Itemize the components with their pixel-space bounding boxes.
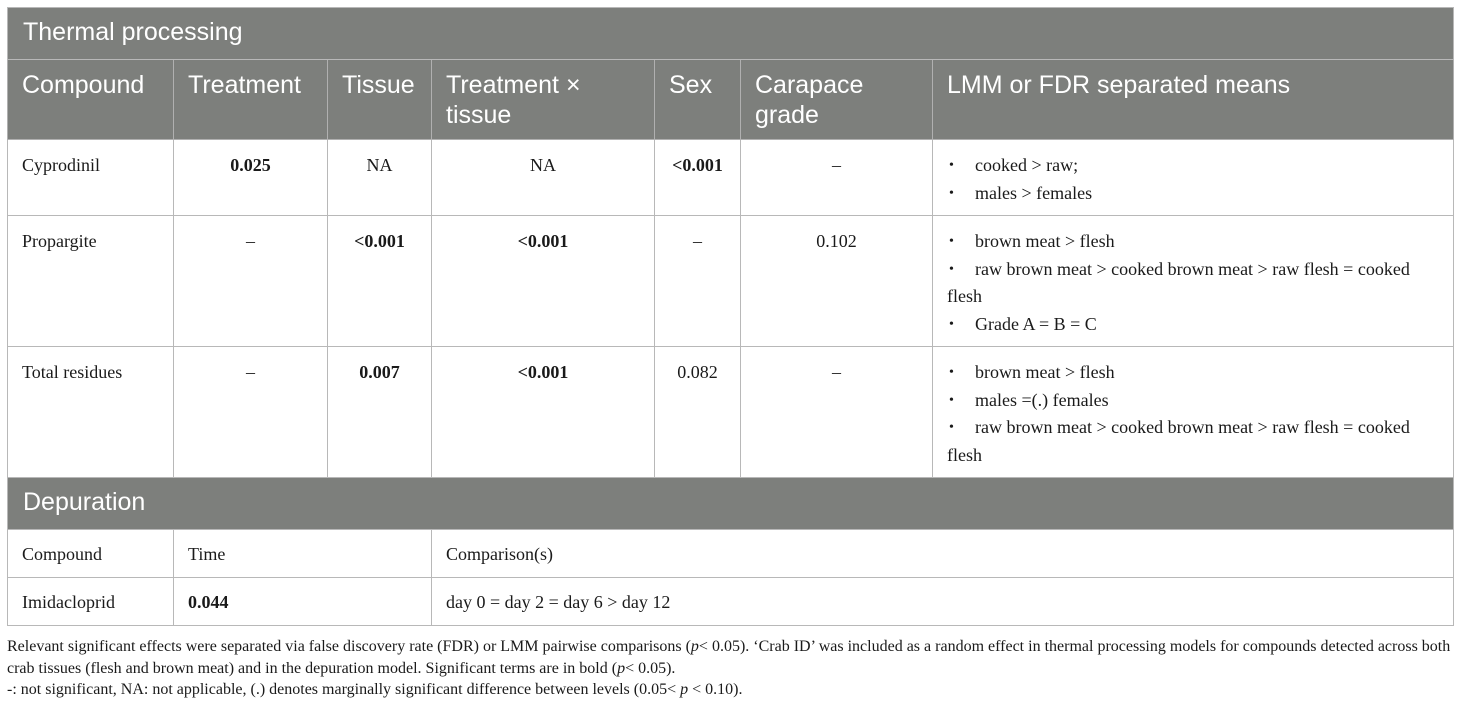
footnote-text: < 0.05). ‘Crab ID’ was included as a random effect in thermal processing models for compounds detected across both crab tissues (flesh and brown meat) and in the depuration model. Significant terms are in bold ( <box>7 638 1451 677</box>
tissue-cell: 0.007 <box>328 347 432 478</box>
dep-compound-cell: Imidacloprid <box>8 578 174 626</box>
table-footnote <box>7 636 1453 701</box>
results-table <box>7 7 1453 626</box>
means-item: • brown meat > flesh <box>947 359 1439 387</box>
dep-time-cell: 0.044 <box>174 578 432 626</box>
header-separated-means: LMM or FDR separated means <box>933 60 1454 140</box>
sex-cell: 0.082 <box>655 347 741 478</box>
carapace-cell: 0.102 <box>741 216 933 347</box>
treatment-cell: – <box>174 216 328 347</box>
means-cell <box>933 347 1454 478</box>
sex-cell: <0.001 <box>655 140 741 216</box>
means-item: • Grade A = B = C <box>947 311 1439 339</box>
footnote-legend <box>7 679 1453 701</box>
interaction-cell: <0.001 <box>432 216 655 347</box>
sex-cell: – <box>655 216 741 347</box>
depuration-section-header <box>8 478 1454 530</box>
means-list <box>947 228 1439 338</box>
header-tissue: Tissue <box>328 60 432 140</box>
carapace-cell: – <box>741 140 933 216</box>
header-sex: Sex <box>655 60 741 140</box>
dep-comparison-cell: day 0 = day 2 = day 6 > day 12 <box>432 578 1454 626</box>
column-header-row <box>8 60 1454 140</box>
thermal-section-header <box>8 8 1454 60</box>
means-item: • raw brown meat > cooked brown meat > raw flesh = cooked flesh <box>947 414 1439 469</box>
means-cell <box>933 140 1454 216</box>
compound-cell: Cyprodinil <box>8 140 174 216</box>
means-list <box>947 359 1439 469</box>
footnote-text: -: not significant, NA: not applicable, (.) denotes marginally significant difference between levels (0.05< <box>7 681 681 698</box>
means-item: • males =(.) females <box>947 387 1439 415</box>
footnote-p-symbol: p <box>680 681 689 698</box>
interaction-cell: <0.001 <box>432 347 655 478</box>
dep-header-compound: Compound <box>8 530 174 578</box>
table-row <box>8 140 1454 216</box>
depuration-title: Depuration <box>8 478 1454 530</box>
header-treatment: Treatment <box>174 60 328 140</box>
tissue-cell: NA <box>328 140 432 216</box>
means-item: • cooked > raw; <box>947 152 1439 180</box>
means-cell <box>933 216 1454 347</box>
footnote-p-symbol: p <box>690 638 699 655</box>
means-item: • males > females <box>947 180 1439 208</box>
header-treatment-x-tissue: Treatment × tissue <box>432 60 655 140</box>
dep-header-comparison: Comparison(s) <box>432 530 1454 578</box>
means-item: • raw brown meat > cooked brown meat > raw flesh = cooked flesh <box>947 256 1439 311</box>
compound-cell: Total residues <box>8 347 174 478</box>
compound-cell: Propargite <box>8 216 174 347</box>
means-list <box>947 152 1439 207</box>
means-item: • brown meat > flesh <box>947 228 1439 256</box>
table-row <box>8 216 1454 347</box>
footnote-significance <box>7 636 1453 679</box>
table-row <box>8 347 1454 478</box>
tissue-cell: <0.001 <box>328 216 432 347</box>
footnote-text: < 0.05). <box>625 659 676 677</box>
carapace-cell: – <box>741 347 933 478</box>
footnote-text: Relevant significant effects were separated via false discovery rate (FDR) or LMM pairwise comparisons ( <box>7 638 691 655</box>
footnote-text: < 0.10). <box>688 681 743 698</box>
thermal-title: Thermal processing <box>8 8 1454 60</box>
depuration-header-row <box>8 530 1454 578</box>
interaction-cell: NA <box>432 140 655 216</box>
treatment-cell: 0.025 <box>174 140 328 216</box>
header-compound: Compound <box>8 60 174 140</box>
dep-header-time: Time <box>174 530 432 578</box>
thermal-table <box>7 7 1454 626</box>
treatment-cell: – <box>174 347 328 478</box>
footnote-p-symbol: p <box>617 659 626 677</box>
table-row <box>8 578 1454 626</box>
header-carapace-grade: Carapace grade <box>741 60 933 140</box>
